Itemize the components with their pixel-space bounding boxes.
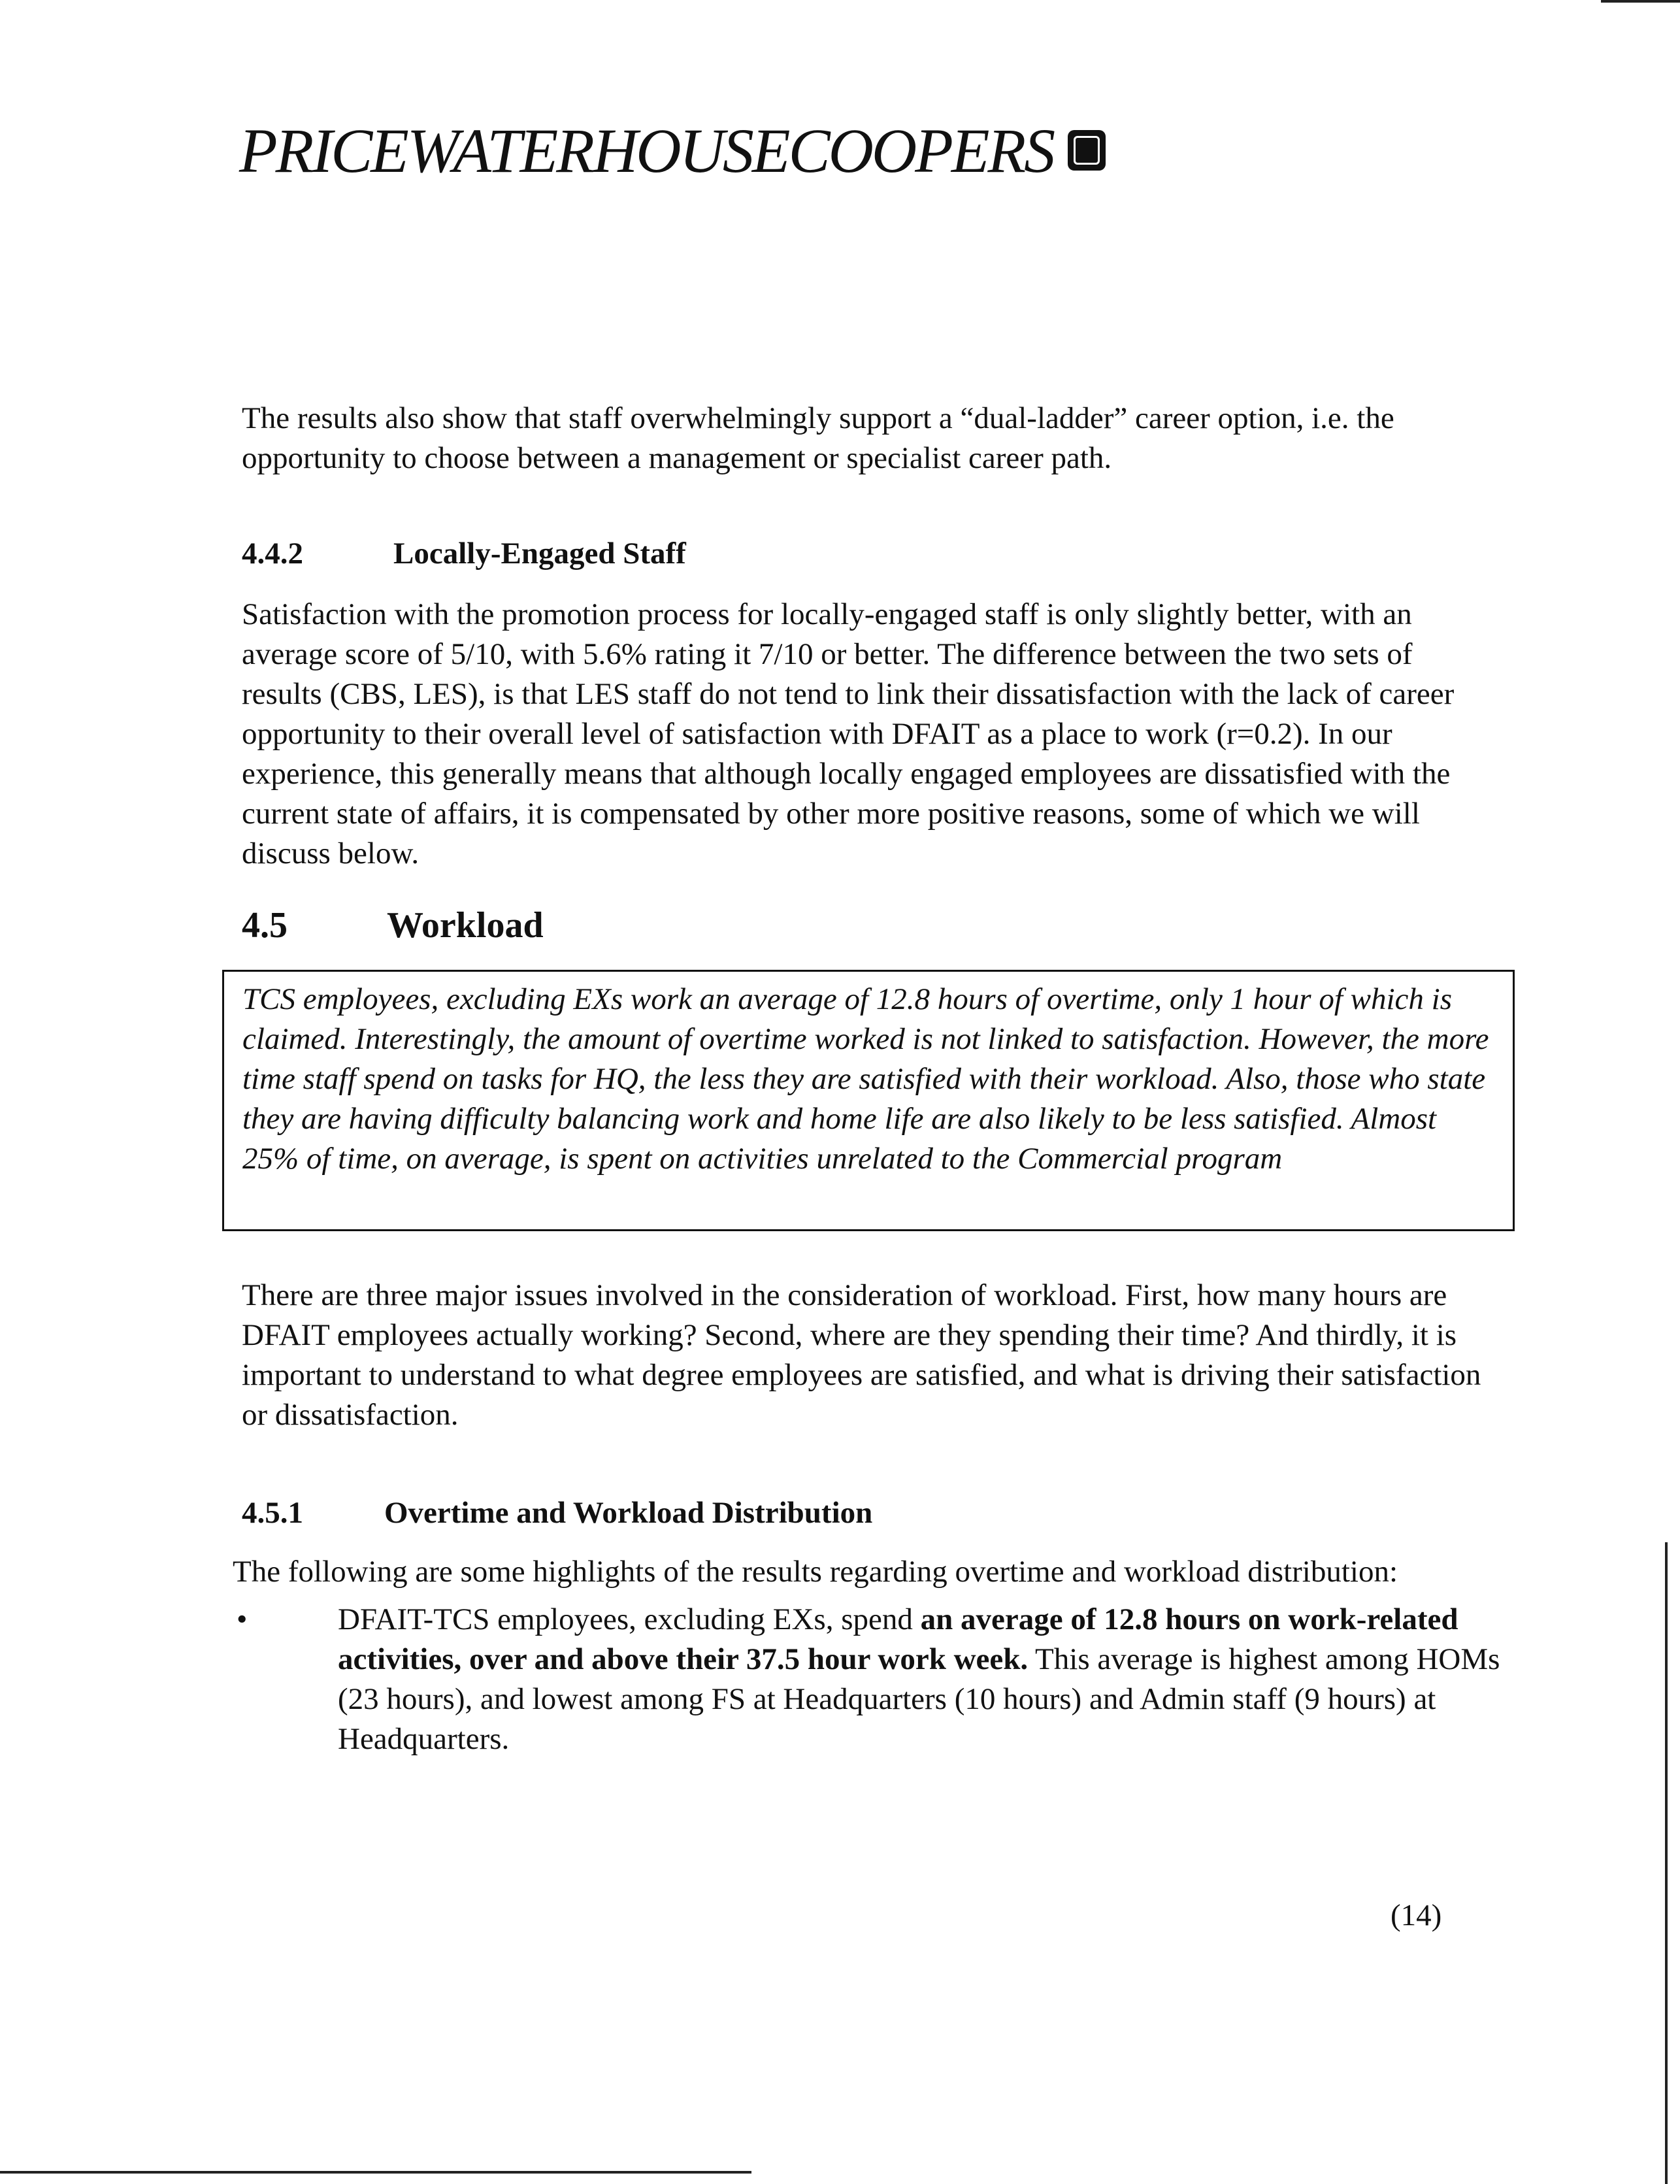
page-number: (14) <box>1391 1898 1442 1932</box>
workload-summary-box <box>222 970 1515 1231</box>
section-title: Workload <box>387 905 544 946</box>
section-number: 4.5 <box>242 905 288 946</box>
list-item <box>233 1600 1513 1759</box>
bullet-bold-text: an average of 12.8 hours on work-related activities, over and above their 37.5 hour work week. <box>338 1602 1458 1676</box>
locally-engaged-paragraph: Satisfaction with the promotion process for locally-engaged staff is only slightly better, with an average score of 5/10, with 5.6% rating it 7/10 or better. The difference between the two sets of results (CBS, LES), is that LES staff do not tend to link their dissatisfaction with the lack of career opportunity to their overall level of satisfaction with DFAIT as a place to work (r=0.2). In our experience, this generally means that although locally engaged employees are dissatisfied with the current state of affairs, it is compensated by other more positive reasons, some of which we will discuss below. <box>242 597 1455 870</box>
section-title: Overtime and Workload Distribution <box>384 1496 873 1530</box>
scan-top-edge-line <box>1601 0 1680 3</box>
company-logo <box>239 105 1106 196</box>
bullet-icon: • <box>237 1602 248 1636</box>
section-heading-4-5-1 <box>242 1495 872 1530</box>
scan-right-edge-line <box>1665 1542 1668 2184</box>
intro-paragraph: The results also show that staff overwhelmingly support a “dual-ladder” career option, i.e. the opportunity to choose between a management or specialist career path. <box>242 401 1394 475</box>
logo-seal-icon <box>1068 130 1106 171</box>
overtime-intro-paragraph: The following are some highlights of the results regarding overtime and workload distribution: <box>233 1555 1398 1589</box>
section-heading-4-5 <box>242 904 544 946</box>
section-heading-4-4-2 <box>242 536 686 571</box>
scan-bottom-edge-line <box>0 2171 751 2174</box>
bullet-text <box>338 1600 1513 1759</box>
logo-wordmark: PRICEWATERHOUSECOOPERS <box>239 115 1054 186</box>
workload-summary-text: TCS employees, excluding EXs work an average of 12.8 hours of overtime, only 1 hour of which is claimed. Interestingly, the amount of overtime worked is not linked to satisfaction. However, the more time staff spend on tasks for HQ, the less they are satisfied with their workload. Also, those who state they are having difficulty balancing work and home life are also likely to be less satisfied. Almost 25% of time, on average, is spent on activities unrelated to the Commercial program <box>242 982 1489 1176</box>
bullet-rest: This average is highest among HOMs (23 hours), and lowest among FS at Headquarters (10 hours) and Admin staff (9 hours) at Headquarters. <box>338 1642 1500 1756</box>
section-number: 4.4.2 <box>242 537 303 571</box>
bullet-lead: DFAIT-TCS employees, excluding EXs, spend <box>338 1602 921 1636</box>
section-number: 4.5.1 <box>242 1496 303 1530</box>
workload-paragraph: There are three major issues involved in the consideration of workload. First, how many hours are DFAIT employees actually working? Second, where are they spending their time? And thirdly, it is important to understand to what degree employees are satisfied, and what is driving their satisfaction or dissatisfaction. <box>242 1278 1481 1432</box>
section-title: Locally-Engaged Staff <box>393 537 686 571</box>
